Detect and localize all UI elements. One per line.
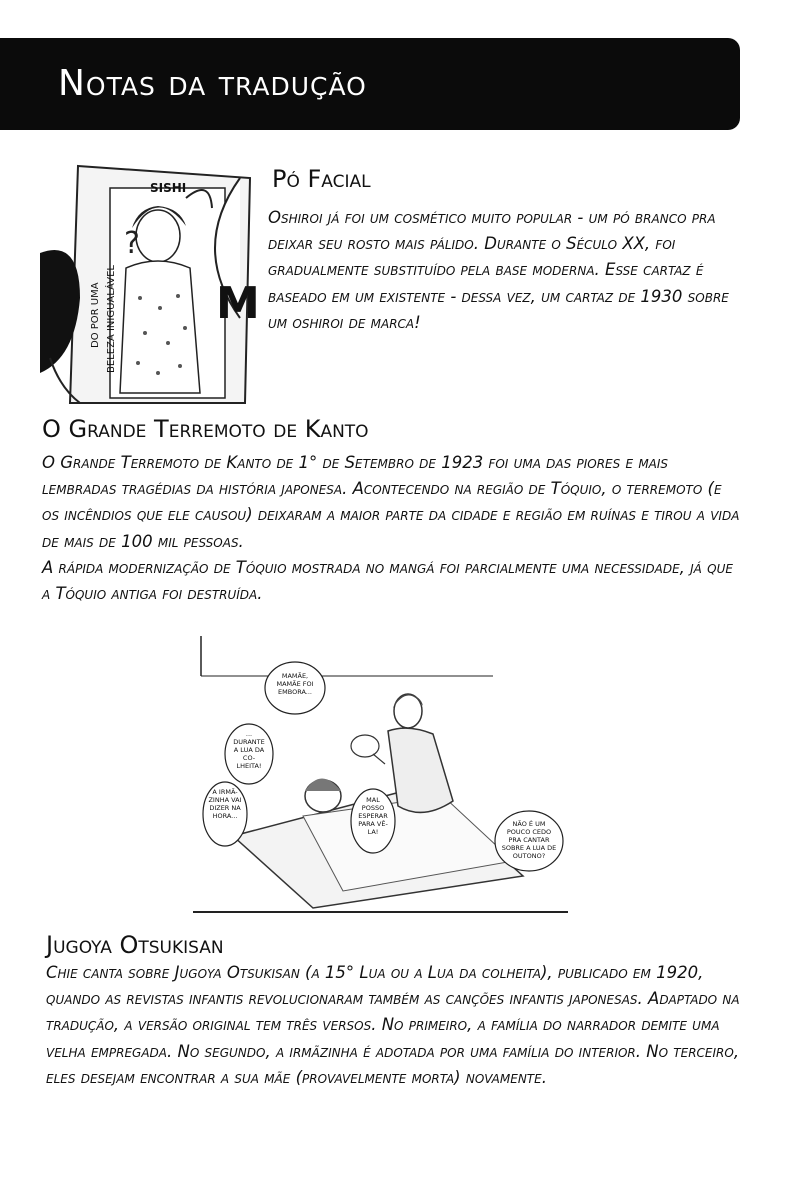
svg-text:?: ? xyxy=(124,226,140,261)
speech-bubble: MAMÃE, MAMÃE FOI EMBORA... xyxy=(276,672,314,696)
speech-bubble: NÃO É UM POUCO CEDO PRA CANTAR SOBRE A LUA DE OUTONO? xyxy=(501,820,557,860)
section-title-jugoya-otsukisan: Jugoya Otsukisan xyxy=(46,931,224,959)
page-title: Notas da tradução xyxy=(58,63,367,104)
speech-bubble: A IRMÃ-ZINHA VAI DIZER NA HORA... xyxy=(208,788,242,820)
speech-bubble: ... DURANTE A LUA DA CO-LHEITA! xyxy=(233,730,265,770)
poster-vertical-text-2: BELEZA INIGUALÁVEL xyxy=(106,265,117,373)
section-body-face-powder xyxy=(268,205,738,336)
face-powder-illustration xyxy=(40,158,260,403)
speech-bubble: MAL POSSO ESPERAR PARA VÊ-LA! xyxy=(358,796,388,836)
poster-label-top: SISHI xyxy=(150,181,187,195)
poster-vertical-text-1: DO POR UMA xyxy=(90,282,101,348)
section-body-jugoya-otsukisan xyxy=(46,960,746,1091)
section-body-kanto-earthquake xyxy=(42,450,742,607)
section-paragraph: O Grande Terremoto de Kanto de 1° de Setembro de 1923 foi uma das piores e mais lembradas tragédias da história japonesa. Acontecendo na região de Tóquio, o terremoto (e os incêndios que ele causou) deixaram a maior parte da cidade e região em ruínas e tirou a vida de mais de 100 mil pessoas. xyxy=(42,453,740,551)
manga-panel-illustration xyxy=(193,636,573,916)
section-paragraph: A rápida modernização de Tóquio mostrada no mangá foi parcialmente uma necessidade, já que a Tóquio antiga foi destruída. xyxy=(42,557,733,604)
poster-edge-letter: M xyxy=(216,278,260,329)
section-paragraph: Chie canta sobre Jugoya Otsukisan (a 15° Lua ou a Lua da colheita), publicado em 1920, quando as revistas infantis revolucionaram também as canções infantis japonesas. Adaptado na tradução, a versão original tem três versos. No primeiro, a família do narrador demite uma velha empregada. No segundo, a irmãzinha é adotada por uma família do interior. No terceiro, eles desejam encontrar a sua mãe (provavelmente morta) novamente. xyxy=(46,963,740,1087)
section-paragraph: Oshiroi já foi um cosmético muito popular - um pó branco pra deixar seu rosto mais pálido. Durante o Século XX, foi gradualmente substituído pela base moderna. Esse cartaz é baseado em um existente - dessa vez, um cartaz de 1930 sobre um oshiroi de marca! xyxy=(268,208,729,332)
section-title-kanto-earthquake: O Grande Terremoto de Kanto xyxy=(42,415,369,443)
section-title-face-powder: Pó Facial xyxy=(272,165,371,193)
